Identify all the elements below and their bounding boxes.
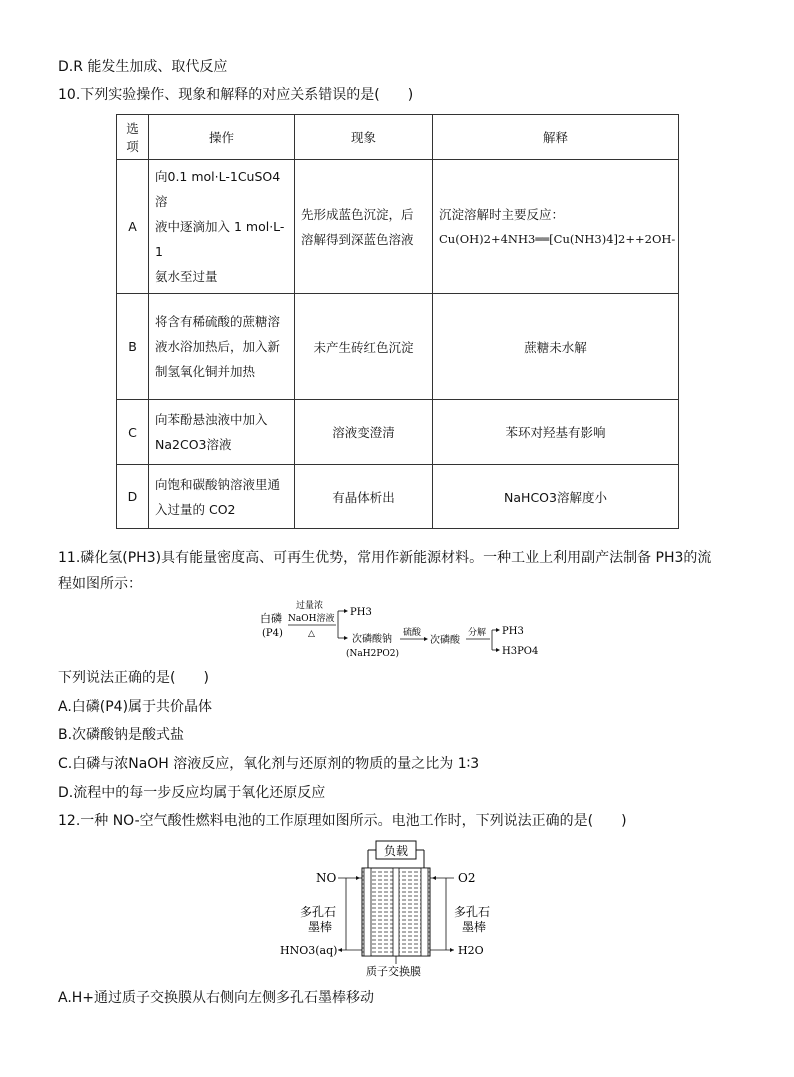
text-line: 制氢氧化铜并加热 [155, 364, 256, 379]
arrow-head [496, 648, 500, 652]
left-electrode-label-2: 墨棒 [308, 920, 333, 934]
q9-option-d: D.R 能发生加成、取代反应 [58, 59, 228, 75]
header-operation: 操作 [149, 115, 295, 160]
arrow-head [344, 609, 348, 613]
heat-symbol: △ [308, 629, 315, 639]
text-line: 入过量的 CO2 [155, 501, 236, 517]
row-d-option: D [117, 465, 149, 529]
header-option: 选项 [117, 115, 149, 160]
text-line: Na2CO3溶液 [155, 437, 232, 452]
row-b-phenomenon: 未产生砖红色沉淀 [295, 294, 433, 400]
text-line: 沉淀溶解时主要反应： [439, 206, 565, 222]
arrow-head [356, 876, 360, 880]
q12-fuel-cell-diagram [276, 838, 516, 978]
row-d-phenomenon: 有晶体析出 [295, 465, 433, 529]
text-line: 氨水至过量 [155, 269, 218, 284]
sulfuric-acid-label: 硫酸 [403, 628, 422, 638]
q11-option-d: D.流程中的每一步反应均属于氧化还原反应 [58, 785, 326, 801]
text-line: Cu(OH)2+4NH3══[Cu(NH3)4]2++2OH- [439, 231, 676, 246]
q11-stem-line2: 程如图所示： [58, 576, 142, 592]
q11-stem-line1: 11.磷化氢(PH3)具有能量密度高、可再生优势，常用作新能源材料。一种工业上利用副产法制备 PH3的流 [58, 550, 712, 566]
row-a-option: A [117, 160, 149, 294]
text-line: 将含有稀硫酸的蔗糖溶 [155, 314, 281, 329]
row-d-explanation: NaHCO3溶解度小 [433, 465, 679, 529]
table-row [117, 294, 679, 400]
o2-label: O2 [458, 871, 476, 885]
text-line: 向苯酚悬浊液中加入 [155, 412, 268, 427]
arrow-head [338, 948, 342, 952]
membrane-label: 质子交换膜 [366, 965, 421, 978]
row-c-operation [149, 400, 295, 465]
text-line: 液水浴加热后，加入新 [155, 339, 281, 354]
row-d-operation [149, 465, 295, 529]
text-line: 液中逐滴加入 1 mol·L-1 [155, 219, 285, 259]
row-b-explanation: 蔗糖未水解 [433, 294, 679, 400]
right-electrode-label-1: 多孔石 [454, 905, 491, 919]
table-row [117, 465, 679, 529]
arrow-head [344, 636, 348, 640]
header-phenomenon: 现象 [295, 115, 433, 160]
table-row [117, 400, 679, 465]
reagent-label-2: NaOH溶液 [288, 614, 335, 624]
arrow-head [450, 948, 454, 952]
decompose-label: 分解 [468, 628, 487, 638]
h2o-label: H2O [458, 944, 484, 957]
row-a-explanation [433, 160, 679, 294]
q11-prompt: 下列说法正确的是( ) [58, 670, 209, 686]
table-header-row [117, 115, 679, 160]
text-line: 向0.1 mol·L-1CuSO4溶 [155, 169, 281, 209]
right-electrode [421, 868, 428, 956]
hno3-label: HNO3(aq) [280, 944, 338, 957]
row-a-phenomenon [295, 160, 433, 294]
sodium-hypophosphite-formula: (NaH2PO2) [346, 649, 399, 659]
right-electrode-label-2: 墨棒 [462, 920, 487, 934]
left-electrode [364, 868, 371, 956]
arrow-head [496, 628, 500, 632]
ph3-product: PH3 [350, 607, 372, 618]
q12-option-a: A.H+通过质子交换膜从右侧向左侧多孔石墨棒移动 [58, 990, 375, 1006]
sodium-hypophosphite-label: 次磷酸钠 [352, 634, 392, 645]
white-phosphorus-label: 白磷 [260, 612, 282, 625]
q11-option-c: C.白磷与浓NaOH 溶液反应，氧化剂与还原剂的物质的量之比为 1∶3 [58, 756, 480, 772]
arrow-head [432, 876, 436, 880]
left-electrode-label-1: 多孔石 [300, 905, 337, 919]
q11-flow-diagram [250, 598, 550, 662]
row-c-option: C [117, 400, 149, 465]
table-row [117, 160, 679, 294]
q12-stem: 12.一种 NO-空气酸性燃料电池的工作原理如图所示。电池工作时，下列说法正确的是( ) [58, 813, 627, 829]
load-label: 负载 [384, 844, 409, 858]
no-label: NO [316, 871, 337, 885]
h3po4-final: H3PO4 [502, 646, 539, 657]
ph3-final: PH3 [502, 626, 524, 637]
proton-exchange-membrane [393, 868, 399, 956]
white-phosphorus-formula: (P4) [262, 628, 283, 639]
hypophosphorous-acid-label: 次磷酸 [430, 635, 460, 646]
q10-stem: 10.下列实验操作、现象和解释的对应关系错误的是( ) [58, 87, 414, 103]
q10-table [116, 114, 679, 529]
row-c-explanation: 苯环对羟基有影响 [433, 400, 679, 465]
q11-option-b: B.次磷酸钠是酸式盐 [58, 727, 185, 743]
text-line: 先形成蓝色沉淀，后 [301, 206, 414, 222]
row-b-operation [149, 294, 295, 400]
row-a-operation [149, 160, 295, 294]
text-line: 向饱和碳酸钠溶液里通 [155, 476, 281, 492]
text-line: 溶解得到深蓝色溶液 [301, 231, 414, 247]
row-b-option: B [117, 294, 149, 400]
row-c-phenomenon: 溶液变澄清 [295, 400, 433, 465]
q11-option-a: A.白磷(P4)属于共价晶体 [58, 699, 213, 715]
arrow-head [424, 637, 428, 641]
reagent-label-1: 过量浓 [296, 601, 324, 611]
header-explanation: 解释 [433, 115, 679, 160]
